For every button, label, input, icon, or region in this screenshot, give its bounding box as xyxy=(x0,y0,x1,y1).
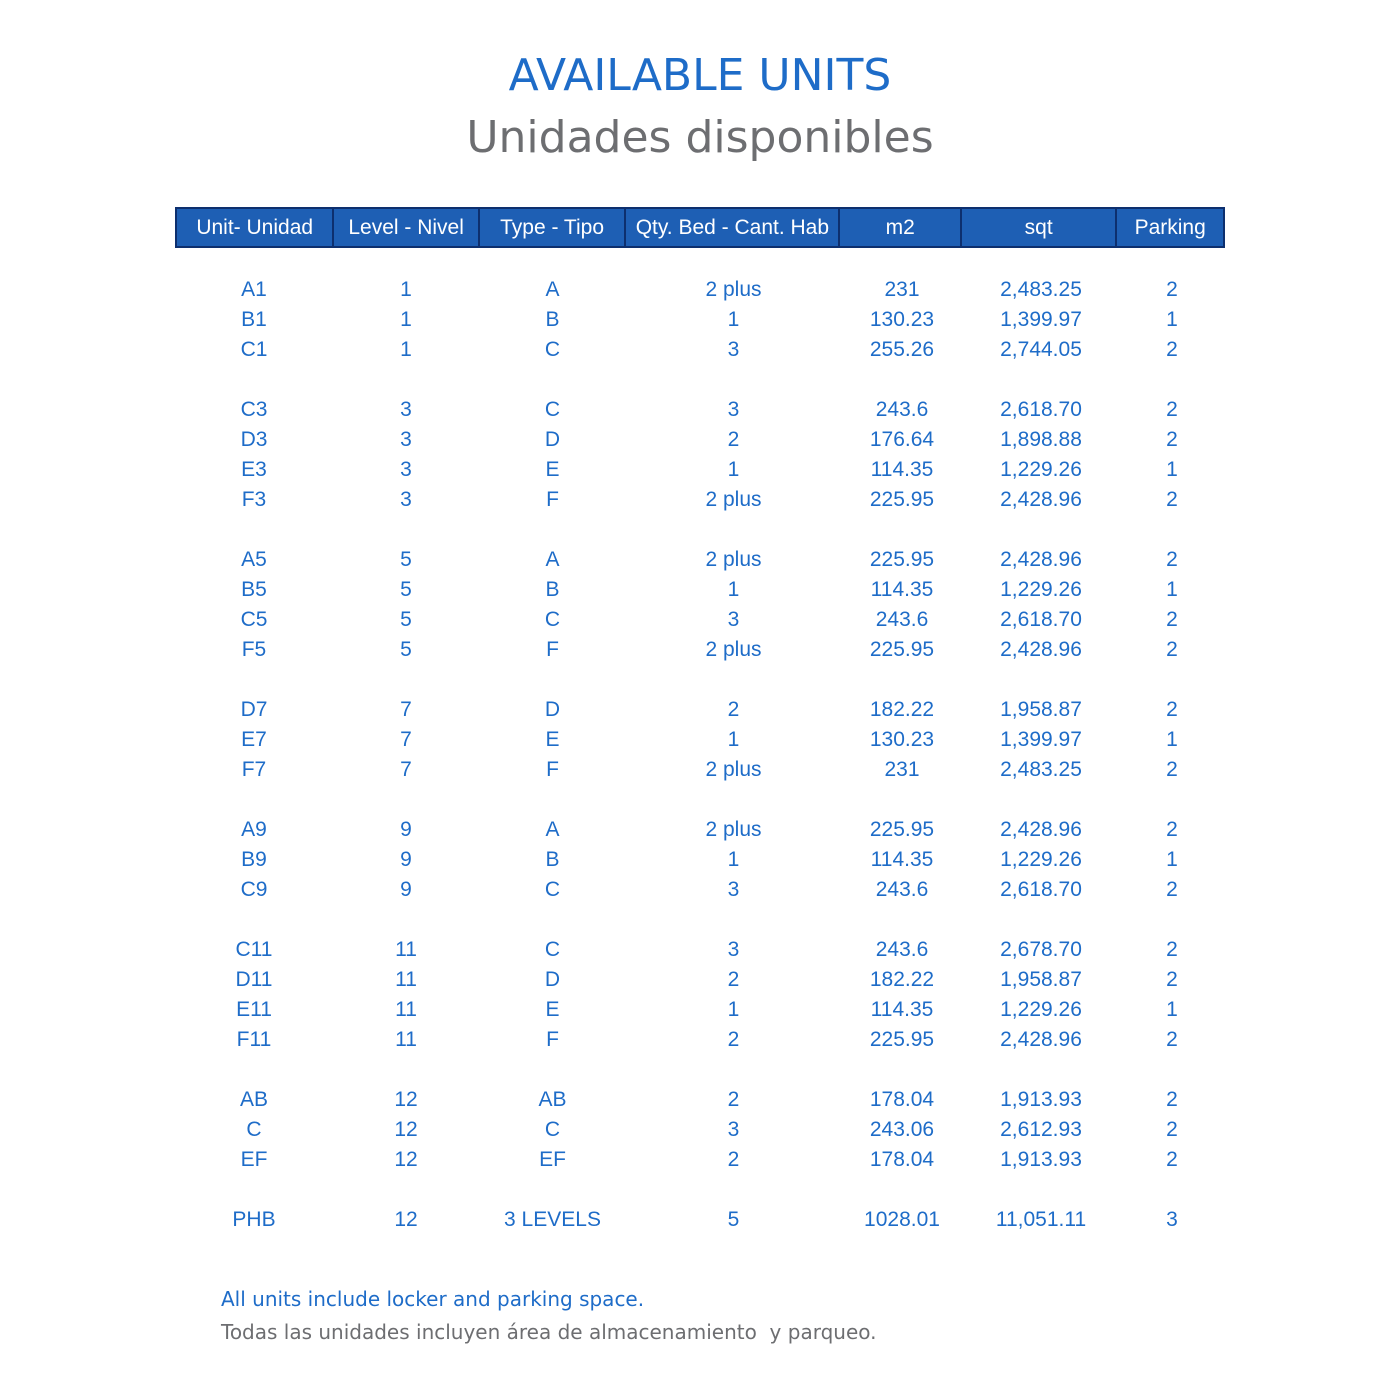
cell-unit: C11 xyxy=(235,938,273,961)
cell-sqt: 1,229.26 xyxy=(1000,998,1082,1021)
cell-unit: E3 xyxy=(241,458,267,481)
cell-sqt: 1,229.26 xyxy=(1000,578,1082,601)
cell-m2: 243.6 xyxy=(875,938,929,961)
cell-unit: EF xyxy=(240,1148,268,1171)
cell-m2: 114.35 xyxy=(870,578,934,601)
cell-parking: 2 xyxy=(1166,698,1178,721)
page-subtitle: Unidades disponibles xyxy=(466,112,934,163)
table-row xyxy=(175,695,1225,725)
cell-level: 12 xyxy=(394,1118,418,1141)
cell-level: 5 xyxy=(400,548,412,571)
cell-type: D xyxy=(544,968,561,991)
cell-type: E xyxy=(545,458,560,481)
cell-type: F xyxy=(546,1028,559,1051)
cell-sqt: 1,399.97 xyxy=(1000,308,1082,331)
table-row xyxy=(175,455,1225,485)
table-row xyxy=(175,1085,1225,1115)
cell-sqt: 2,428.96 xyxy=(1000,1028,1082,1051)
cell-level: 1 xyxy=(400,308,412,331)
cell-sqt: 1,898.88 xyxy=(1000,428,1082,451)
cell-level: 1 xyxy=(400,338,412,361)
cell-type: A xyxy=(545,548,560,571)
cell-sqt: 2,483.25 xyxy=(1000,758,1082,781)
cell-unit: B1 xyxy=(241,308,267,331)
table-row xyxy=(175,1145,1225,1175)
cell-m2: 225.95 xyxy=(869,488,935,511)
table-row xyxy=(175,485,1225,515)
cell-type: C xyxy=(544,338,561,361)
cell-m2: 231 xyxy=(884,758,920,781)
cell-parking: 2 xyxy=(1166,1148,1178,1171)
cell-unit: D7 xyxy=(240,698,268,721)
cell-type: C xyxy=(544,938,561,961)
cell-unit: A5 xyxy=(241,548,267,571)
cell-bedrooms: 2 plus xyxy=(705,548,762,571)
cell-unit: D3 xyxy=(240,428,268,451)
unit-group xyxy=(175,695,1225,785)
cell-parking: 2 xyxy=(1166,338,1178,361)
cell-type: AB xyxy=(538,1088,567,1111)
table-row xyxy=(175,575,1225,605)
cell-type: D xyxy=(544,698,561,721)
cell-unit: B5 xyxy=(241,578,267,601)
unit-group xyxy=(175,815,1225,905)
table-row xyxy=(175,1025,1225,1055)
table-row xyxy=(175,305,1225,335)
cell-m2: 225.95 xyxy=(869,548,935,571)
cell-level: 3 xyxy=(400,398,412,421)
cell-m2: 231 xyxy=(884,278,920,301)
cell-m2: 114.35 xyxy=(870,998,934,1021)
cell-bedrooms: 2 xyxy=(727,698,740,721)
cell-type: EF xyxy=(539,1148,566,1171)
cell-sqt: 2,618.70 xyxy=(1000,398,1082,421)
cell-unit: B9 xyxy=(241,848,267,871)
cell-m2: 243.6 xyxy=(875,878,929,901)
cell-m2: 182.22 xyxy=(869,698,935,721)
cell-sqt: 2,428.96 xyxy=(1000,548,1082,571)
table-row xyxy=(175,635,1225,665)
cell-parking: 2 xyxy=(1166,878,1178,901)
cell-level: 7 xyxy=(400,758,412,781)
table-row xyxy=(175,965,1225,995)
cell-bedrooms: 1 xyxy=(727,998,740,1021)
cell-bedrooms: 2 xyxy=(727,968,740,991)
cell-m2: 255.26 xyxy=(869,338,935,361)
cell-parking: 2 xyxy=(1166,428,1178,451)
cell-bedrooms: 1 xyxy=(727,848,740,871)
cell-level: 11 xyxy=(395,998,417,1021)
cell-bedrooms: 5 xyxy=(727,1208,740,1231)
cell-sqt: 2,483.25 xyxy=(1000,278,1082,301)
cell-bedrooms: 2 plus xyxy=(705,758,762,781)
cell-type: C xyxy=(544,878,561,901)
column-header-level: Level - Nivel xyxy=(334,209,479,246)
cell-type: C xyxy=(544,398,561,421)
cell-parking: 3 xyxy=(1166,1208,1178,1231)
cell-m2: 178.04 xyxy=(869,1088,935,1111)
cell-m2: 1028.01 xyxy=(864,1208,940,1231)
cell-unit: C1 xyxy=(240,338,268,361)
cell-bedrooms: 2 xyxy=(727,1028,740,1051)
cell-parking: 2 xyxy=(1166,1118,1178,1141)
cell-level: 11 xyxy=(395,938,417,961)
cell-m2: 114.35 xyxy=(870,458,934,481)
cell-m2: 243.6 xyxy=(875,608,929,631)
cell-level: 9 xyxy=(400,878,412,901)
cell-unit: A9 xyxy=(241,818,267,841)
cell-m2: 178.04 xyxy=(869,1148,935,1171)
cell-bedrooms: 2 xyxy=(727,428,740,451)
cell-parking: 2 xyxy=(1166,398,1178,421)
unit-group xyxy=(175,395,1225,515)
cell-m2: 176.64 xyxy=(869,428,935,451)
cell-sqt: 2,428.96 xyxy=(1000,488,1082,511)
cell-m2: 130.23 xyxy=(869,728,935,751)
cell-sqt: 2,618.70 xyxy=(1000,608,1082,631)
cell-bedrooms: 2 plus xyxy=(705,818,762,841)
column-header-m2: m2 xyxy=(840,209,962,246)
table-row xyxy=(175,935,1225,965)
cell-level: 11 xyxy=(395,1028,417,1051)
cell-type: B xyxy=(545,848,560,871)
table-row xyxy=(175,395,1225,425)
cell-m2: 243.06 xyxy=(869,1118,935,1141)
cell-level: 7 xyxy=(400,698,412,721)
unit-group xyxy=(175,935,1225,1055)
cell-parking: 1 xyxy=(1166,848,1178,871)
table-row xyxy=(175,725,1225,755)
cell-level: 9 xyxy=(400,848,412,871)
cell-level: 5 xyxy=(400,638,412,661)
cell-m2: 225.95 xyxy=(869,818,935,841)
cell-unit: F5 xyxy=(241,638,267,661)
cell-unit: F7 xyxy=(241,758,267,781)
cell-bedrooms: 3 xyxy=(727,878,740,901)
cell-sqt: 2,744.05 xyxy=(1000,338,1082,361)
cell-unit: C9 xyxy=(240,878,268,901)
table-row xyxy=(175,845,1225,875)
cell-unit: A1 xyxy=(241,278,267,301)
cell-sqt: 1,913.93 xyxy=(1000,1148,1082,1171)
cell-type: F xyxy=(546,638,559,661)
cell-unit: D11 xyxy=(235,968,273,991)
cell-sqt: 1,229.26 xyxy=(1000,848,1082,871)
cell-type: F xyxy=(546,488,559,511)
cell-type: E xyxy=(545,998,560,1021)
cell-level: 3 xyxy=(400,488,412,511)
cell-parking: 2 xyxy=(1166,968,1178,991)
cell-sqt: 1,913.93 xyxy=(1000,1088,1082,1111)
table-row xyxy=(175,275,1225,305)
cell-type: C xyxy=(544,1118,561,1141)
cell-level: 5 xyxy=(400,608,412,631)
table-row xyxy=(175,995,1225,1025)
cell-level: 5 xyxy=(400,578,412,601)
cell-parking: 2 xyxy=(1166,638,1178,661)
cell-parking: 2 xyxy=(1166,818,1178,841)
cell-bedrooms: 3 xyxy=(727,608,740,631)
cell-bedrooms: 2 xyxy=(727,1148,740,1171)
cell-parking: 2 xyxy=(1166,1088,1178,1111)
cell-type: E xyxy=(545,728,560,751)
cell-sqt: 2,612.93 xyxy=(1000,1118,1082,1141)
cell-bedrooms: 1 xyxy=(727,458,740,481)
cell-level: 11 xyxy=(395,968,417,991)
cell-bedrooms: 1 xyxy=(727,728,740,751)
cell-unit: AB xyxy=(239,1088,268,1111)
cell-unit: PHB xyxy=(232,1208,276,1231)
column-header-unit: Unit- Unidad xyxy=(177,209,334,246)
cell-sqt: 2,428.96 xyxy=(1000,638,1082,661)
table-row xyxy=(175,545,1225,575)
table-row xyxy=(175,425,1225,455)
column-header-sqt: sqt xyxy=(962,209,1117,246)
table-row xyxy=(175,1115,1225,1145)
table-row xyxy=(175,755,1225,785)
cell-unit: C5 xyxy=(240,608,268,631)
cell-level: 7 xyxy=(400,728,412,751)
cell-type: B xyxy=(545,308,560,331)
cell-sqt: 1,958.87 xyxy=(1000,968,1082,991)
footnote-spanish: Todas las unidades incluyen área de almacenamiento y parqueo. xyxy=(221,1320,877,1344)
cell-type: 3 LEVELS xyxy=(504,1208,601,1231)
cell-type: F xyxy=(546,758,559,781)
cell-unit: E7 xyxy=(241,728,267,751)
table-row xyxy=(175,335,1225,365)
unit-group xyxy=(175,545,1225,665)
cell-bedrooms: 2 plus xyxy=(705,488,762,511)
cell-parking: 2 xyxy=(1166,938,1178,961)
cell-m2: 243.6 xyxy=(875,398,929,421)
cell-level: 12 xyxy=(394,1148,418,1171)
cell-unit: C3 xyxy=(240,398,268,421)
cell-level: 3 xyxy=(400,428,412,451)
cell-m2: 130.23 xyxy=(869,308,935,331)
unit-group xyxy=(175,1085,1225,1175)
cell-bedrooms: 1 xyxy=(727,308,740,331)
table-header xyxy=(175,207,1225,248)
cell-bedrooms: 3 xyxy=(727,938,740,961)
cell-bedrooms: 3 xyxy=(727,338,740,361)
footnote-english: All units include locker and parking space. xyxy=(221,1287,645,1311)
cell-level: 3 xyxy=(400,458,412,481)
cell-parking: 1 xyxy=(1166,578,1178,601)
cell-sqt: 2,618.70 xyxy=(1000,878,1082,901)
table-row xyxy=(175,1205,1225,1235)
table-row xyxy=(175,815,1225,845)
cell-bedrooms: 2 plus xyxy=(705,638,762,661)
cell-parking: 1 xyxy=(1166,458,1178,481)
cell-parking: 1 xyxy=(1166,308,1178,331)
unit-group xyxy=(175,275,1225,365)
column-header-bedrooms: Qty. Bed - Cant. Hab xyxy=(626,209,840,246)
cell-m2: 225.95 xyxy=(869,1028,935,1051)
column-header-type: Type - Tipo xyxy=(480,209,626,246)
cell-type: A xyxy=(545,818,560,841)
cell-parking: 2 xyxy=(1166,548,1178,571)
cell-level: 1 xyxy=(400,278,412,301)
table-row xyxy=(175,605,1225,635)
cell-parking: 2 xyxy=(1166,608,1178,631)
cell-type: A xyxy=(545,278,560,301)
cell-type: C xyxy=(544,608,561,631)
cell-unit: C xyxy=(246,1118,262,1141)
column-header-parking: Parking xyxy=(1134,216,1206,239)
cell-unit: F3 xyxy=(241,488,267,511)
cell-bedrooms: 3 xyxy=(727,398,740,421)
cell-sqt: 11,051.11 xyxy=(995,1208,1087,1231)
cell-parking: 2 xyxy=(1166,1028,1178,1051)
cell-level: 12 xyxy=(394,1088,418,1111)
cell-type: D xyxy=(544,428,561,451)
cell-type: B xyxy=(545,578,560,601)
cell-sqt: 2,678.70 xyxy=(1000,938,1082,961)
unit-group xyxy=(175,1205,1225,1235)
cell-parking: 1 xyxy=(1166,998,1178,1021)
cell-level: 9 xyxy=(400,818,412,841)
units-table-body xyxy=(175,275,1225,1265)
cell-m2: 225.95 xyxy=(869,638,935,661)
cell-sqt: 1,958.87 xyxy=(1000,698,1082,721)
cell-parking: 1 xyxy=(1166,728,1178,751)
cell-sqt: 1,229.26 xyxy=(1000,458,1082,481)
page-title: AVAILABLE UNITS xyxy=(508,50,892,101)
cell-m2: 114.35 xyxy=(870,848,934,871)
cell-m2: 182.22 xyxy=(869,968,935,991)
cell-bedrooms: 3 xyxy=(727,1118,740,1141)
table-row xyxy=(175,875,1225,905)
cell-unit: F11 xyxy=(236,1028,272,1051)
cell-parking: 2 xyxy=(1166,758,1178,781)
cell-bedrooms: 2 plus xyxy=(705,278,762,301)
cell-unit: E11 xyxy=(236,998,272,1021)
cell-level: 12 xyxy=(394,1208,418,1231)
cell-parking: 2 xyxy=(1166,488,1178,511)
cell-parking: 2 xyxy=(1166,278,1178,301)
cell-sqt: 2,428.96 xyxy=(1000,818,1082,841)
cell-sqt: 1,399.97 xyxy=(1000,728,1082,751)
cell-bedrooms: 1 xyxy=(727,578,740,601)
cell-bedrooms: 2 xyxy=(727,1088,740,1111)
